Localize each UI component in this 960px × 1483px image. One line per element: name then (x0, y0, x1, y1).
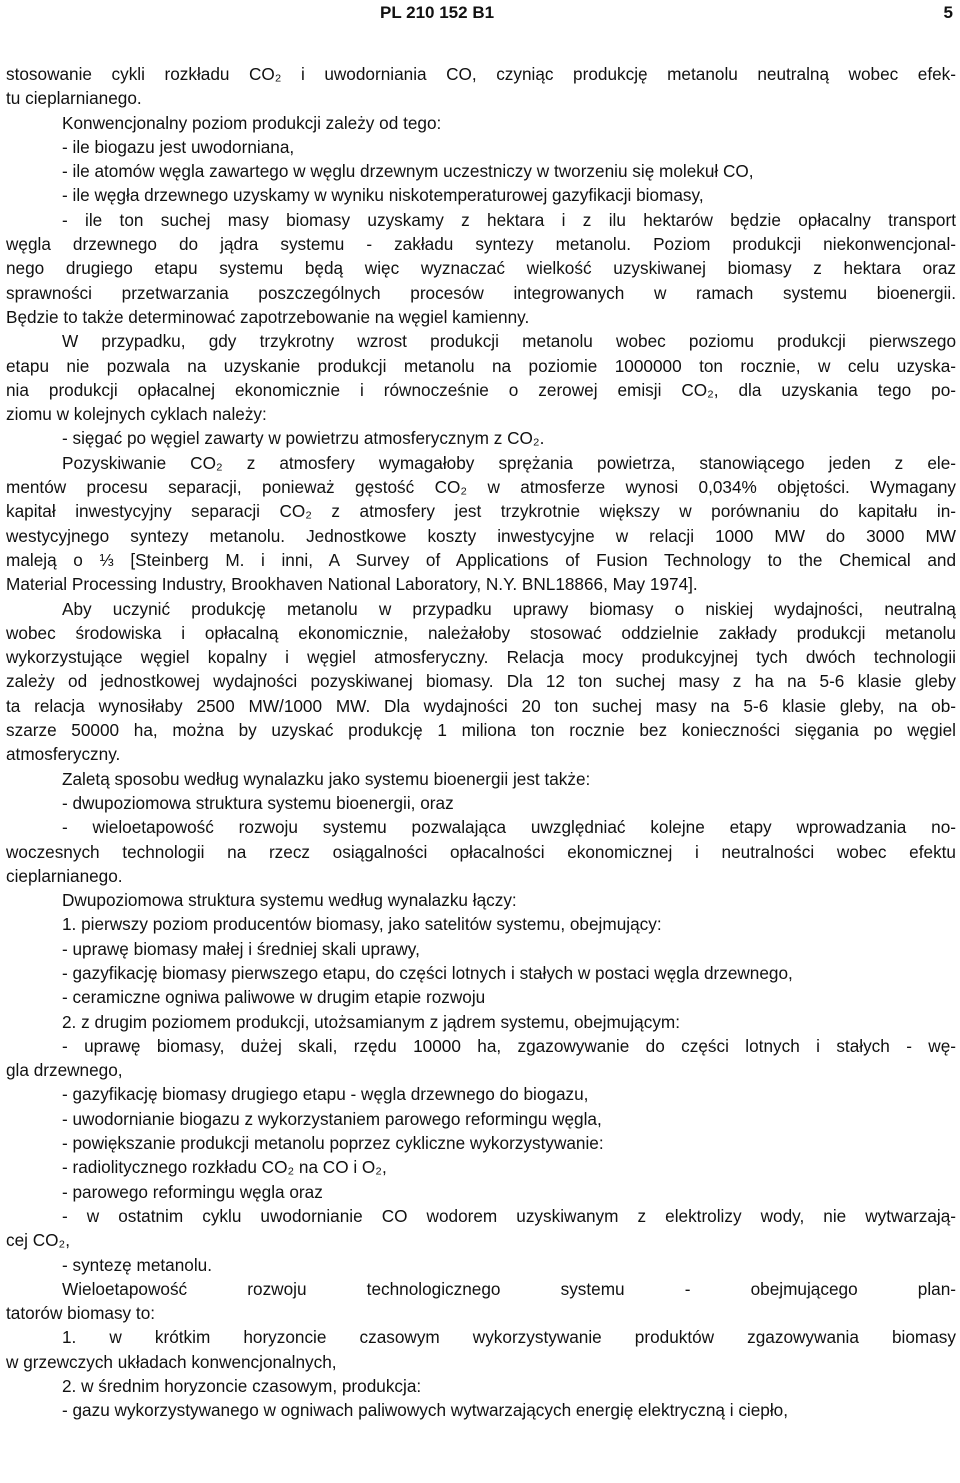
text-line-content: - ile węgła drzewnego uzyskamy w wyniku niskotemperaturowej gazyfikacji biomasy, (62, 185, 704, 206)
text-line-content: Dwupoziomowa struktura systemu według wynalazku łączy: (62, 890, 517, 911)
text-line-content: - syntezę metanolu. (62, 1254, 212, 1275)
text-line-content: - dwupoziomowa struktura systemu bioenergii, oraz (62, 792, 454, 813)
text-line (6, 62, 956, 86)
text-line (6, 1350, 956, 1374)
text-line (6, 402, 956, 426)
text-line-content: 2. z drugim poziomem produkcji, utożsamianym z jądrem systemu, obejmującym: (62, 1011, 681, 1032)
page-header (0, 3, 960, 25)
text-line-content: Zaletą sposobu według wynalazku jako systemu bioenergii jest także: (62, 768, 591, 789)
text-line (6, 767, 956, 791)
text-line (6, 111, 956, 135)
text-line (6, 1228, 956, 1252)
text-line (6, 1180, 956, 1204)
text-line-content: atmosferyczny. (6, 744, 121, 765)
text-line (6, 669, 956, 693)
text-line (6, 86, 956, 110)
text-line-content: Pozyskiwanie CO₂ z atmosfery wymagałoby sprężania powietrza, stanowiącego jeden z ele- (62, 452, 956, 473)
text-line (6, 499, 956, 523)
text-line (6, 621, 956, 645)
text-line (6, 281, 956, 305)
text-line (6, 912, 956, 936)
text-line (6, 1058, 956, 1082)
text-line-content: W przypadku, gdy trzykrotny wzrost produkcji metanolu wobec poziomu produkcji pierwszego (62, 331, 956, 352)
document-number: PL 210 152 B1 (380, 3, 495, 22)
text-line (6, 305, 956, 329)
text-line-content: - powiększanie produkcji metanolu poprzez cykliczne wykorzystywanie: (62, 1133, 604, 1154)
text-line (6, 961, 956, 985)
text-line (6, 1204, 956, 1228)
text-line (6, 232, 956, 256)
text-line (6, 840, 956, 864)
text-line-content: Wieloetapowość rozwoju technologicznego systemu - obejmującego plan- (62, 1278, 956, 1299)
text-line (6, 572, 956, 596)
text-line-content: - ile atomów węgla zawartego w węglu drzewnym uczestniczy w tworzeniu się molekuł CO, (62, 161, 754, 182)
text-line-content: westycyjnego syntezy metanolu. Jednostkowe koszty inwestycyjne w relacji 1000 MW do 3000 MW (6, 525, 956, 546)
text-line-content: - radiolitycznego rozkładu CO₂ na CO i O₂, (62, 1157, 387, 1178)
text-line-content: - ile ton suchej masy biomasy uzyskamy z hektara i z ilu hektarów będzie opłacalny transport (62, 209, 956, 230)
text-line-content: - gazu wykorzystywanego w ogniwach paliwowych wytwarzających energię elektryczną i ciepło, (62, 1400, 789, 1421)
text-line-content: cej CO₂, (6, 1230, 70, 1251)
text-line (6, 1034, 956, 1058)
text-line (6, 1010, 956, 1034)
text-line-content: wykorzystujące węgiel kopalny i węgiel atmosferyczny. Relacja mocy produkcyjnej tych dwóch technologii (6, 647, 956, 668)
text-line-content: kapitał inwestycyjny separacji CO₂ z atmosfery jest trzykrotnie większy w porównaniu do kapitału in- (6, 501, 956, 522)
text-line (6, 1325, 956, 1349)
text-line (6, 426, 956, 450)
text-line (6, 256, 956, 280)
text-line (6, 1253, 956, 1277)
text-line-content: - uwodornianie biogazu z wykorzystaniem parowego reformingu węgla, (62, 1108, 602, 1129)
text-line (6, 329, 956, 353)
text-line-content: 1. pierwszy poziom producentów biomasy, jako satelitów systemu, obejmujący: (62, 914, 662, 935)
text-line-content: sprawności przetwarzania poszczególnych procesów integrowanych w ramach systemu bioenergii. (6, 282, 956, 303)
text-line-content: mentów procesu separacji, ponieważ gęstość CO₂ w atmosferze wynosi 0,034% objętości. Wymagany (6, 477, 956, 498)
text-line-content: maleją o ⅓ [Steinberg M. i inni, A Survey of Applications of Fusion Technology to the Chemical and (6, 549, 956, 570)
text-line (6, 354, 956, 378)
text-line-content: - w ostatnim cyklu uwodornianie CO wodorem uzyskiwanym z elektrolizy wody, nie wytwarzają- (62, 1205, 956, 1226)
text-line (6, 1301, 956, 1325)
text-line (6, 1082, 956, 1106)
text-line (6, 937, 956, 961)
text-line-content: - sięgać po węgiel zawarty w powietrzu atmosferycznym z CO₂. (62, 428, 545, 449)
text-line (6, 694, 956, 718)
text-line-content: Aby uczynić produkcję metanolu w przypadku uprawy biomasy o niskiej wydajności, neutralną (62, 598, 956, 619)
text-line (6, 645, 956, 669)
text-line-content: szarze 50000 ha, można by uzyskać produkcję 1 miliona ton rocznie bez konieczności sięgania po węgiel (6, 720, 956, 741)
text-line-content: stosowanie cykli rozkładu CO₂ i uwodorniania CO, czyniąc produkcję metanolu neutralną wobec efek- (6, 64, 956, 84)
text-line (6, 183, 956, 207)
text-line-content: Konwencjonalny poziom produkcji zależy od tego: (62, 112, 442, 133)
text-line (6, 159, 956, 183)
text-line-content: nia produkcji opłacalnej ekonomicznie i równocześnie o zerowej emisji CO₂, dla uzyskania tego po- (6, 379, 956, 400)
text-line (6, 742, 956, 766)
text-line-content: - uprawę biomasy, dużej skali, rzędu 10000 ha, zgazowywanie do części lotnych i stałych - wę- (62, 1035, 956, 1056)
text-line (6, 791, 956, 815)
text-line-content: 2. w średnim horyzoncie czasowym, produkcja: (62, 1376, 422, 1397)
text-line (6, 1107, 956, 1131)
text-line (6, 985, 956, 1009)
text-line-content: - ile biogazu jest uwodorniana, (62, 136, 295, 157)
text-line (6, 1374, 956, 1398)
text-line-content: tu cieplarnianego. (6, 88, 142, 109)
text-line (6, 815, 956, 839)
text-line (6, 1277, 956, 1301)
text-line-content: ziomu w kolejnych cyklach należy: (6, 404, 267, 425)
text-line-content: - ceramiczne ogniwa paliwowe w drugim etapie rozwoju (62, 987, 486, 1008)
text-line (6, 1398, 956, 1422)
text-line (6, 208, 956, 232)
text-line (6, 548, 956, 572)
text-line (6, 1155, 956, 1179)
text-line-content: - parowego reformingu węgla oraz (62, 1181, 323, 1202)
text-line-content: wobec środowiska i opłacalną ekonomicznie, należałoby stosować oddzielnie zakłady produkcji metanolu (6, 622, 956, 643)
text-line (6, 1131, 956, 1155)
text-line (6, 524, 956, 548)
text-line-content: węgla drzewnego do jądra systemu - zakładu syntezy metanolu. Poziom produkcji niekonwencjonal- (6, 234, 956, 255)
text-line (6, 864, 956, 888)
page-number: 5 (943, 3, 953, 22)
text-line-content: 1. w krótkim horyzoncie czasowym wykorzystywanie produktów zgazowywania biomasy (62, 1327, 956, 1348)
text-line (6, 135, 956, 159)
text-line-content: gla drzewnego, (6, 1060, 123, 1081)
text-line (6, 451, 956, 475)
text-line-content: cieplarnianego. (6, 865, 123, 886)
text-line-content: tatorów biomasy to: (6, 1303, 156, 1324)
text-line-content: - uprawę biomasy małej i średniej skali uprawy, (62, 938, 420, 959)
text-line (6, 718, 956, 742)
text-line-content: zależy od jednostkowej wydajności pozyskiwanej biomasy. Dla 12 ton suchej masy z ha na 5-6 klasie gleby (6, 671, 956, 692)
text-line (6, 888, 956, 912)
text-line (6, 597, 956, 621)
text-line-content: w grzewczych układach konwencjonalnych, (6, 1351, 337, 1372)
text-line (6, 475, 956, 499)
text-line-content: - gazyfikację biomasy pierwszego etapu, do części lotnych i stałych w postaci węgla drzewnego, (62, 962, 793, 983)
text-line-content: Będzie to także determinować zapotrzebowanie na węgiel kamienny. (6, 306, 530, 327)
text-line-content: Material Processing Industry, Brookhaven National Laboratory, N.Y. BNL18866, May 1974]. (6, 574, 698, 595)
text-line-content: - wieloetapowość rozwoju systemu pozwalająca uwzględniać kolejne etapy wprowadzania no- (62, 817, 956, 838)
text-line-content: - gazyfikację biomasy drugiego etapu - węgla drzewnego do biogazu, (62, 1084, 589, 1105)
text-line-content: woczesnych technologii na rzecz osiągalności opłacalności ekonomicznej i neutralności wobec efektu (6, 841, 956, 862)
text-line (6, 378, 956, 402)
document-body (6, 62, 956, 1423)
text-line-content: nego drugiego etapu systemu będą więc wyznaczać wielkość uzyskiwanej biomasy z hektara oraz (6, 258, 956, 279)
text-line-content: ta relacja wynosiłaby 2500 MW/1000 MW. Dla wydajności 20 ton suchej masy na 5-6 klasie gleby, na ob- (6, 695, 956, 716)
text-line-content: etapu nie pozwala na uzyskanie produkcji metanolu na poziomie 1000000 ton rocznie, w celu uzyska- (6, 355, 956, 376)
